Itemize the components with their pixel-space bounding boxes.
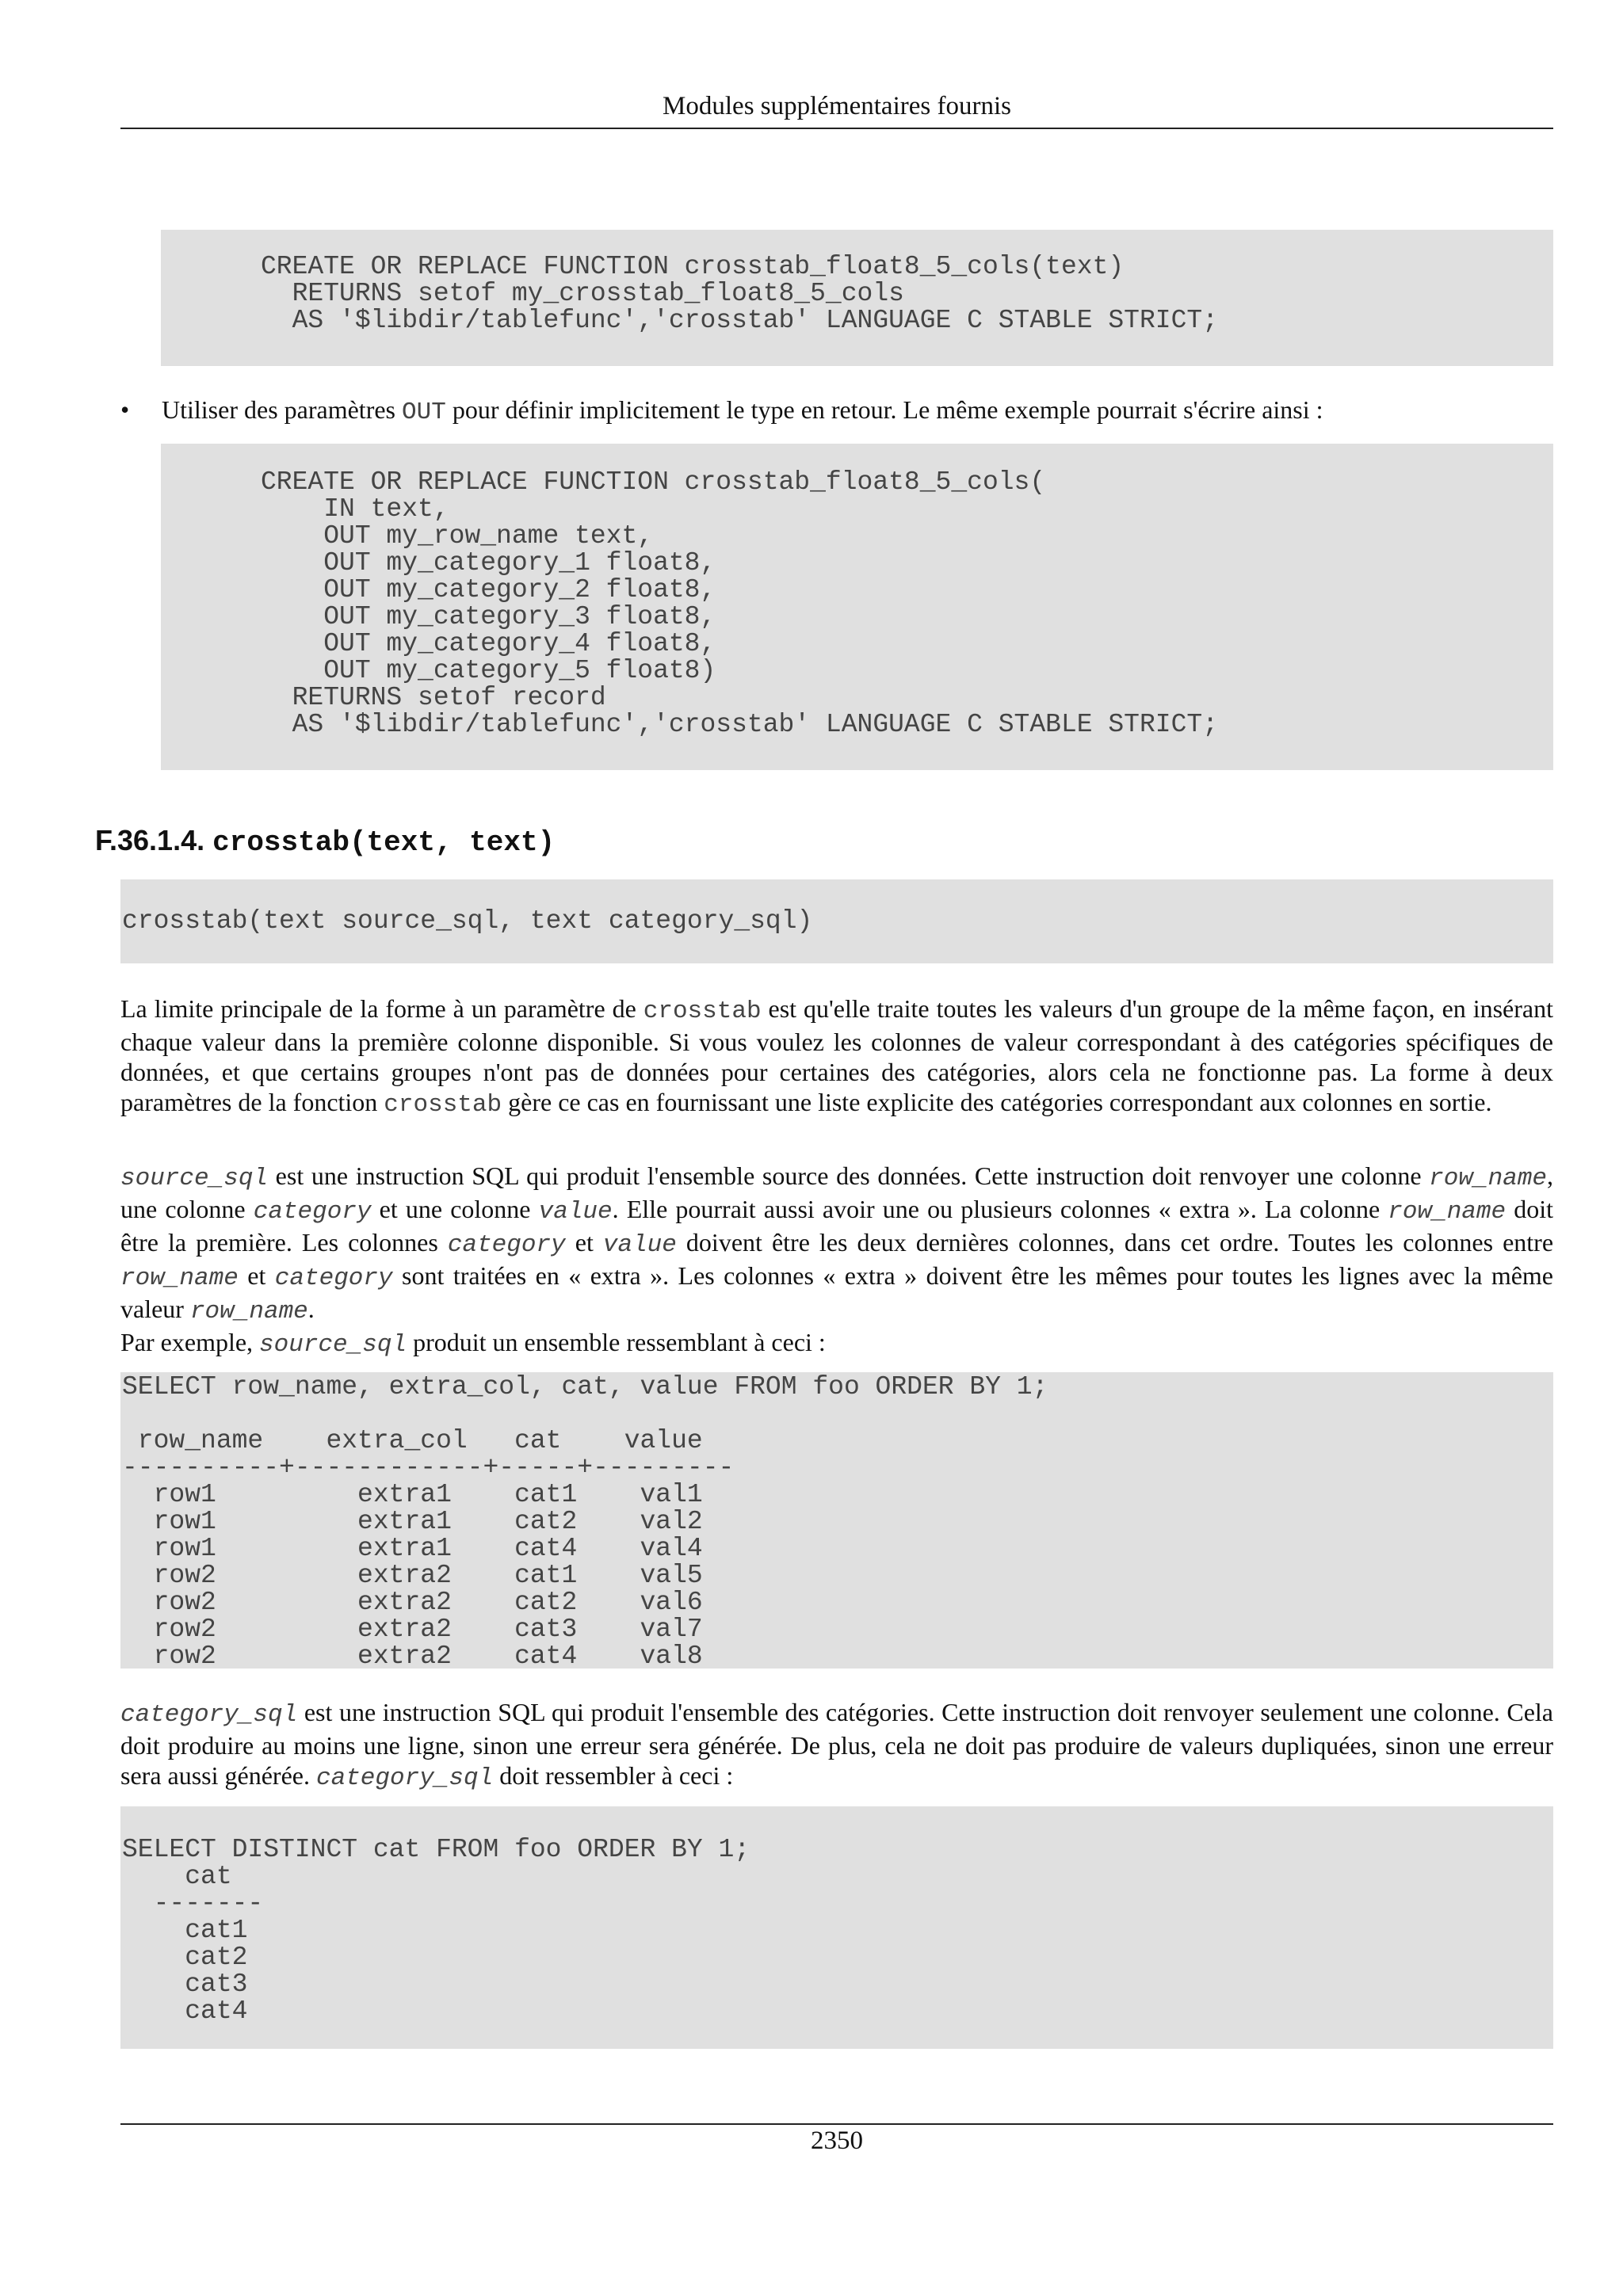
- running-header: Modules supplémentaires fournis: [120, 92, 1553, 129]
- paragraph-category-sql: category_sql est une instruction SQL qui produit l'ensemble des catégories. Cette instruction doit renvoyer seulement une colonne. Cela doit produire au moins une ligne, sinon une erreur sera générée. De plus, cela ne doit pas produire de valeurs dupliquées, sinon une erreur sera aussi générée. category_sql doit ressembler à ceci :: [120, 1698, 1553, 1792]
- function-signature: crosstab(text source_sql, text category_sql): [120, 879, 1553, 963]
- inline-code-crosstab: crosstab: [643, 997, 762, 1025]
- footer-rule: [120, 2123, 1553, 2125]
- paragraph-source-sql: source_sql est une instruction SQL qui produit l'ensemble source des données. Cette instruction doit renvoyer une colonne row_name, une colonne category et une colonne value. Elle pourrait aussi avoir une ou plusieurs colonnes « extra ». La colonne row_name doit être la première. Les colonnes category et value doivent être les deux dernières colonnes, dans cet ordre. Toutes les colonnes entre row_name et category sont traitées en « extra ». Les colonnes « extra » doivent être les mêmes pour toutes les lignes avec la même valeur row_name.: [120, 1161, 1554, 1325]
- paragraph-example-intro: Par exemple, source_sql produit un ensemble ressemblant à ceci :: [120, 1328, 826, 1359]
- inline-code-crosstab: crosstab: [384, 1091, 502, 1119]
- code-block-source-sql-example: SELECT row_name, extra_col, cat, value FROM foo ORDER BY 1; row_name extra_col cat value ----------+------------+-----+--------- row1 extra1 cat1 val1 row1 extra1 cat2 val2 row1 extra1 cat4 val4 row2 extra2 cat1 val5 row2 extra2 cat2 val6 row2 extra2 cat3 val7 row2 extra2 cat4 val8: [120, 1372, 1553, 1669]
- code-block-category-sql-example: SELECT DISTINCT cat FROM foo ORDER BY 1; cat ------- cat1 cat2 cat3 cat4: [120, 1806, 1553, 2049]
- bullet-text: Utiliser des paramètres OUT pour définir implicitement le type en retour. Le même exemple pourrait s'écrire ainsi :: [162, 395, 1323, 426]
- section-heading: [95, 824, 555, 859]
- page-number: 2350: [811, 2126, 863, 2155]
- inline-code-out: OUT: [402, 399, 446, 426]
- paragraph-crosstab-limitation: La limite principale de la forme à un paramètre de crosstab est qu'elle traite toutes les valeurs d'un groupe de la même façon, en insérant chaque valeur dans la première colonne disponible. Si vous voulez les colonnes de valeur correspondant à des catégories spécifiques de données, et que certains groupes n'ont pas de données pour certaines des catégories, alors cela ne fonctionne pas. La forme à deux paramètres de la fonction crosstab gère ce cas en fournissant une liste explicite des catégories correspondant aux colonnes en sortie.: [120, 994, 1554, 1119]
- code-block-out-parameters: CREATE OR REPLACE FUNCTION crosstab_float8_5_cols( IN text, OUT my_row_name text, OUT my_category_1 float8, OUT my_category_2 float8, OUT my_category_3 float8, OUT my_category_4 float8, OUT my_category_5 float8) RETURNS setof record AS '$libdir/tablefunc','crosstab' LANGUAGE C STABLE STRICT;: [161, 444, 1553, 770]
- section-title: crosstab(text, text): [212, 826, 556, 859]
- section-number: F.36.1.4.: [95, 824, 205, 856]
- bullet-mark: •: [120, 395, 130, 424]
- code-block-function-definition: CREATE OR REPLACE FUNCTION crosstab_float8_5_cols(text) RETURNS setof my_crosstab_float8_5_cols AS '$libdir/tablefunc','crosstab' LANGUAGE C STABLE STRICT;: [161, 230, 1553, 366]
